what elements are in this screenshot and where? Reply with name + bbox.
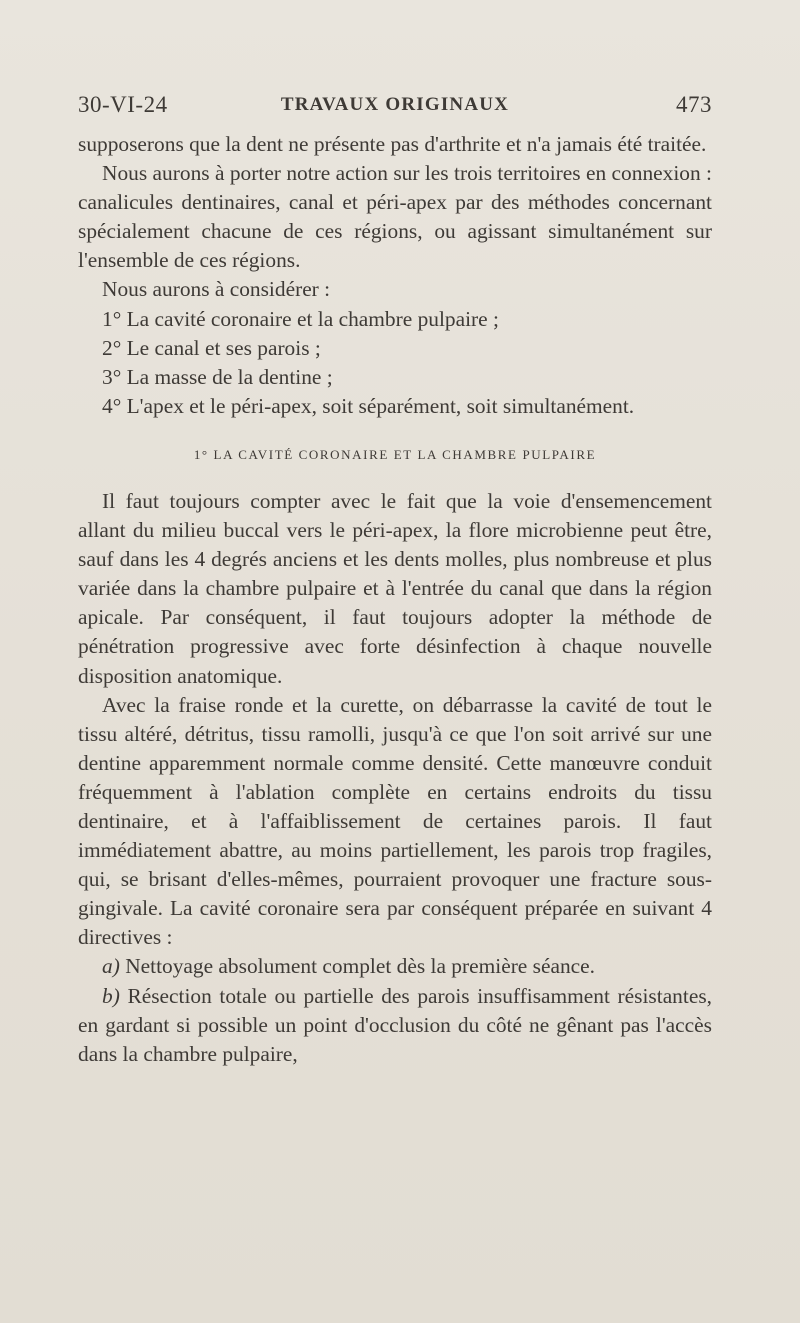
page-body	[78, 130, 712, 1069]
section-heading: 1° LA CAVITÉ CORONAIRE ET LA CHAMBRE PULPAIRE	[193, 446, 597, 462]
directive-a-letter: a)	[102, 954, 120, 979]
header-date: 30-VI-24	[78, 92, 168, 117]
page-number: 473	[676, 92, 712, 117]
directive-a	[78, 952, 712, 981]
paragraph-fraise-ronde: Avec la fraise ronde et la curette, on débarrasse la cavité de tout le tissu altéré, détritus, tissu ramolli, jusqu'à ce que l'on soit arrivé sur une dentine apparemment normale comme densité. Cette manœuvre conduit fréquemment à l'ablation complète en certains endroits du tissu dentinaire, et à l'affaiblissement de certaines parois. Il faut immédiatement abattre, au moins partiellement, les parois trop fragiles, qui, se brisant d'elles-mêmes, pourraient provoquer une fracture sous-gingivale. La cavité coronaire sera par conséquent préparée en suivant 4 directives :	[78, 692, 712, 950]
header-title: TRAVAUX ORIGINAUX	[280, 94, 510, 115]
directive-a-text: Nettoyage absolument complet dès la première séance.	[125, 954, 595, 979]
list-item-3: 3° La masse de la dentine ;	[102, 364, 333, 389]
directive-b-letter: b)	[102, 983, 120, 1008]
running-header	[78, 92, 712, 122]
list-item-4: 4° L'apex et le péri-apex, soit séparément, soit simultanément.	[102, 393, 635, 418]
paragraph-ensemencement: Il faut toujours compter avec le fait que la voie d'ensemencement allant du milieu buccal vers le péri-apex, la flore microbienne peut être, sauf dans les 4 degrés anciens et les dents molles, plus nombreuse et plus variée dans la chambre pulpaire et à l'entrée du canal que dans la région apicale. Par conséquent, il faut toujours adopter la méthode de pénétration progressive avec forte désinfection à chaque nouvelle disposition anatomique.	[78, 488, 712, 688]
directive-b-text: Résection totale ou partielle des parois insuffisamment résistantes, en gardant si possible un point d'occlusion du côté ne gênant pas l'accès dans la chambre pulpaire,	[78, 983, 712, 1066]
list-item-2: 2° Le canal et ses parois ;	[102, 335, 321, 360]
directive-b	[78, 982, 712, 1069]
paragraph-continuation: supposerons que la dent ne présente pas d'arthrite et n'a jamais été traitée.	[78, 132, 707, 156]
paragraph-territories: Nous aurons à porter notre action sur les trois territoires en connexion : canalicules dentinaires, canal et péri-apex par des méthodes concernant spécialement chacune de ces régions, ou agissant simultanément sur l'ensemble de ces régions.	[78, 161, 712, 273]
list-item-1: 1° La cavité coronaire et la chambre pulpaire ;	[102, 306, 499, 331]
paragraph-considerer: Nous aurons à considérer :	[102, 277, 331, 302]
